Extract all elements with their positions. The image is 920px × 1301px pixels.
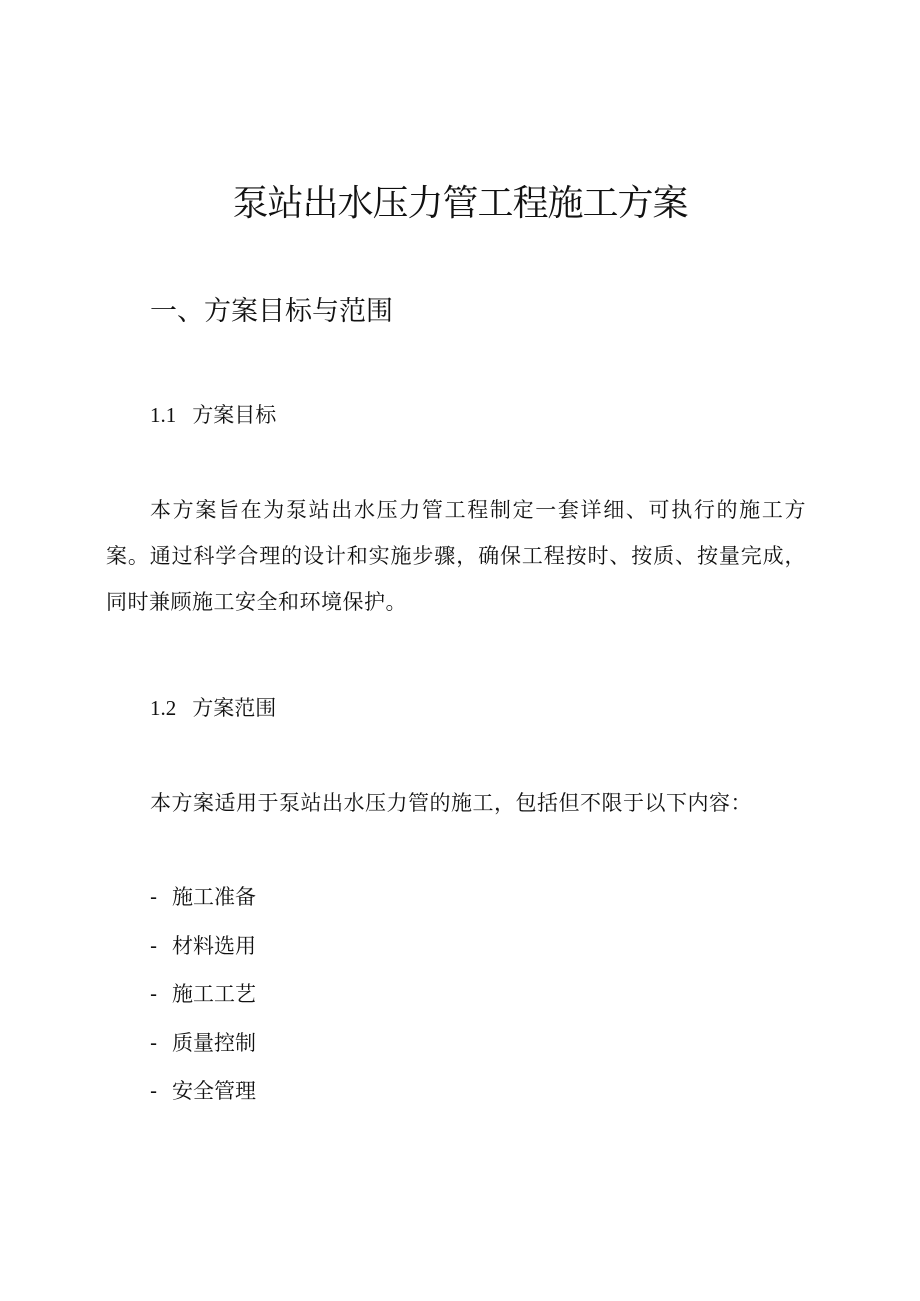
- list-marker: -: [150, 1030, 158, 1055]
- document-title: 泵站出水压力管工程施工方案: [232, 183, 688, 224]
- subsection-title: 方案范围: [192, 696, 277, 720]
- subsection-heading-1-1: [150, 400, 276, 430]
- subsection-number: 1.1: [150, 403, 177, 427]
- list-marker: -: [150, 982, 158, 1006]
- list-item: [150, 880, 256, 929]
- list-item: [150, 1074, 256, 1123]
- scope-list: [150, 880, 256, 1123]
- subsection-heading-1-2: [150, 693, 276, 723]
- section-heading-1: 一、方案目标与范围: [150, 296, 393, 327]
- subsection-number: 1.2: [150, 696, 177, 720]
- paragraph-objective: 本方案旨在为泵站出水压力管工程制定一套详细、可执行的施工方案。通过科学合理的设计和实施步骤，确保工程按时、按质、按量完成，同时兼顾施工安全和环境保护。: [106, 498, 806, 614]
- list-item: [150, 929, 256, 978]
- list-marker: -: [150, 933, 158, 958]
- list-marker: -: [150, 885, 158, 909]
- list-item-text: 施工工艺: [172, 982, 256, 1006]
- paragraph-scope: 本方案适用于泵站出水压力管的施工，包括但不限于以下内容：: [150, 791, 752, 815]
- list-marker: -: [150, 1079, 158, 1103]
- list-item-text: 施工准备: [172, 885, 256, 909]
- list-item-text: 质量控制: [172, 1030, 256, 1055]
- list-item: [150, 977, 256, 1026]
- subsection-title: 方案目标: [192, 403, 277, 427]
- list-item-text: 安全管理: [172, 1079, 256, 1103]
- list-item: [150, 1026, 256, 1075]
- list-item-text: 材料选用: [172, 933, 256, 958]
